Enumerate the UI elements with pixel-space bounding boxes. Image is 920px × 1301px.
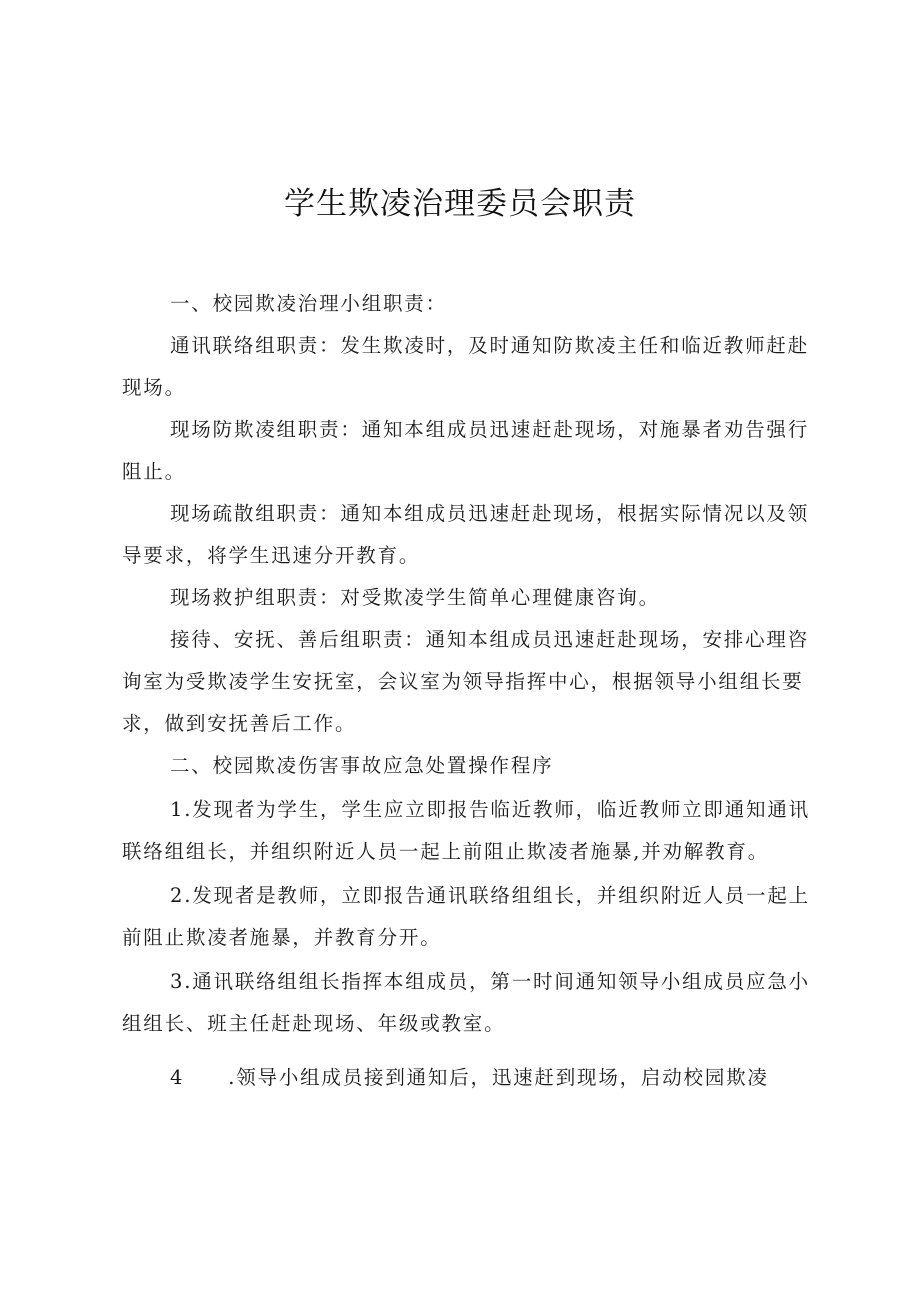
paragraph-anti-bullying: 现场防欺凌组职责：通知本组成员迅速赶赴现场，对施暴者劝告强行阻止。 (122, 418, 810, 483)
item-text: .通讯联络组组长指挥本组成员，第一时间通知领导小组成员应急小组组长、班主任赶赴现场、年级或教室。 (122, 970, 810, 1035)
item-number: 1 (170, 798, 185, 821)
paragraph-communication: 通讯联络组职责：发生欺凌时，及时通知防欺凌主任和临近教师赶赴现场。 (122, 334, 810, 399)
item-text: .发现者为学生，学生应立即报告临近教师，临近教师立即通知通讯联络组组长，并组织附近人员一起上前阻止欺凌者施暴,并劝解教育。 (122, 798, 810, 863)
paragraph-reception: 接待、安抚、善后组职责：通知本组成员迅速赶赴现场，安排心理咨询室为受欺凌学生安抚室，会议室为领导指挥中心，根据领导小组组长要求，做到安抚善后工作。 (122, 628, 810, 735)
list-item (122, 789, 822, 873)
item-number: 3 (170, 970, 185, 993)
item-number: 4 (170, 1066, 185, 1089)
section-heading-1: 一、校园欺凌治理小组职责： (170, 292, 447, 315)
list-item (122, 1057, 822, 1099)
section-heading-2: 二、校园欺凌伤害事故应急处置操作程序 (170, 754, 554, 777)
paragraph-evacuation: 现场疏散组职责：通知本组成员迅速赶赴现场，根据实际情况以及领导要求，将学生迅速分开教育。 (122, 502, 810, 567)
document-title: 学生欺凌治理委员会职责 (284, 186, 636, 222)
item-text: .发现者是教师，立即报告通讯联络组组长，并组织附近人员一起上前阻止欺凌者施暴，并教育分开。 (122, 884, 810, 949)
item-number: 2 (170, 884, 185, 907)
item-text: .领导小组成员接到通知后，迅速赶到现场，启动校园欺凌 (228, 1066, 769, 1089)
list-item (122, 961, 822, 1045)
list-item (122, 875, 822, 959)
paragraph-rescue: 现场救护组职责：对受欺凌学生简单心理健康咨询。 (170, 586, 660, 609)
document-body (122, 283, 822, 1099)
